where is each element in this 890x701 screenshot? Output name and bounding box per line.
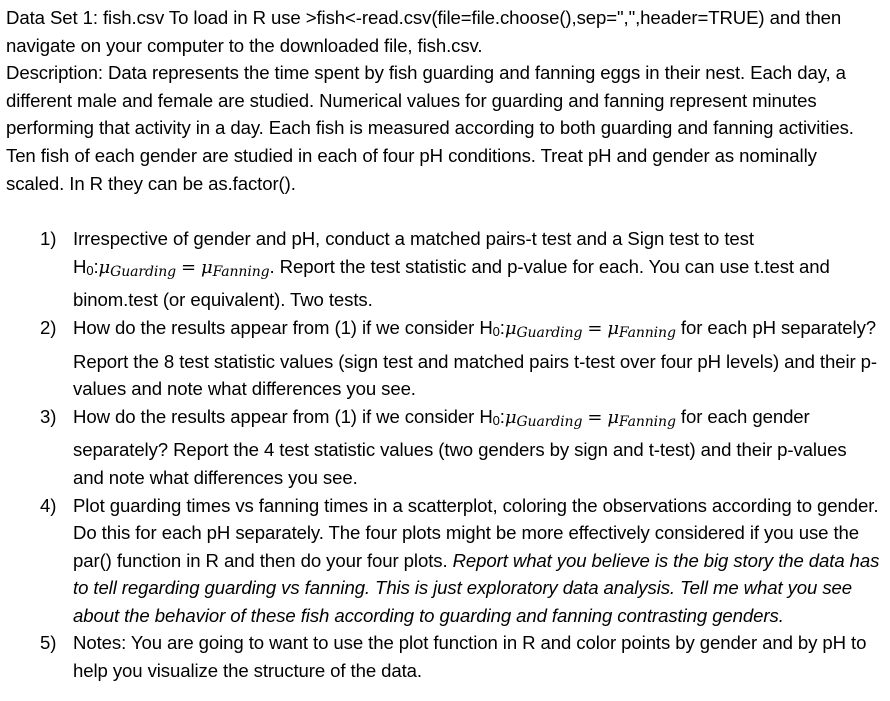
question-text-italic: Report what you believe is the big story the data has to tell regarding guarding vs fanning. This is just exploratory data analysis. Tell me what you see about the behavior of these fish according to guarding and fanning contrasting genders. [73, 549, 880, 626]
question-text-post: . Report the test statistic and p-value for each. You can use t.test and binom.test (or equivalent). Two tests. [73, 255, 830, 311]
null-hypothesis: H0: [479, 405, 505, 428]
hypothesis-equation: $\mu_{Guarding} = \mu_{Fanning}$ [504, 317, 676, 341]
paragraph-gap [6, 197, 880, 225]
question-text-post: for each pH separately? Report the 8 test statistic values (sign test and matched pairs t-test over four pH levels) and their p-values and note what differences you see. [73, 316, 877, 400]
question-number: 1) [40, 228, 57, 250]
question-list [6, 225, 880, 685]
null-hypothesis: H0: [73, 255, 99, 278]
question-item-1 [6, 225, 880, 314]
question-number: 2) [40, 316, 57, 338]
null-hypothesis: H0: [479, 316, 505, 339]
dataset-description: Description: Data represents the time spent by fish guarding and fanning eggs in their nest. Each day, a different male and female are studied. Numerical values for guarding and fanning represent minutes performing that activity in a day. Each fish is measured according to both guarding and fanning activities. Ten fish of each gender are studied in each of four pH conditions. Treat pH and gender as nominally scaled. In R they can be as.factor(). [6, 62, 854, 194]
hypothesis-equation: $\mu_{Guarding} = \mu_{Fanning}$ [98, 256, 270, 280]
question-number: 3) [40, 405, 57, 427]
question-item-4 [6, 492, 880, 630]
intro-section [6, 4, 880, 197]
question-text: Plot guarding times vs fanning times in a scatterplot, coloring the observations according to gender. Do this for each pH separately. The four plots might be more effectively considered if you use the par() function in R and then do your four plots. [73, 494, 879, 571]
question-item-3 [6, 403, 880, 492]
dataset-load-instructions: Data Set 1: fish.csv To load in R use >fish<-read.csv(file=file.choose(),sep=",",header=TRUE) and then navigate on your computer to the downloaded file, fish.csv. [6, 7, 842, 56]
question-item-5 [6, 629, 880, 684]
question-text-post: for each gender separately? Report the 4 test statistic values (two genders by sign and t-test) and their p-values and note what differences you see. [73, 405, 847, 488]
hypothesis-equation: $\mu_{Guarding} = \mu_{Fanning}$ [504, 406, 676, 430]
question-text-pre: How do the results appear from (1) if we consider [73, 405, 480, 427]
question-number: 4) [40, 494, 57, 516]
question-text-pre: Irrespective of gender and pH, conduct a matched pairs-t test and a Sign test to test [73, 228, 754, 250]
question-number: 5) [40, 632, 57, 654]
question-item-2 [6, 314, 880, 403]
question-text: Notes: You are going to want to use the plot function in R and color points by gender and by pH to help you visualize the structure of the data. [73, 632, 867, 682]
question-text-pre: How do the results appear from (1) if we consider [73, 316, 480, 338]
